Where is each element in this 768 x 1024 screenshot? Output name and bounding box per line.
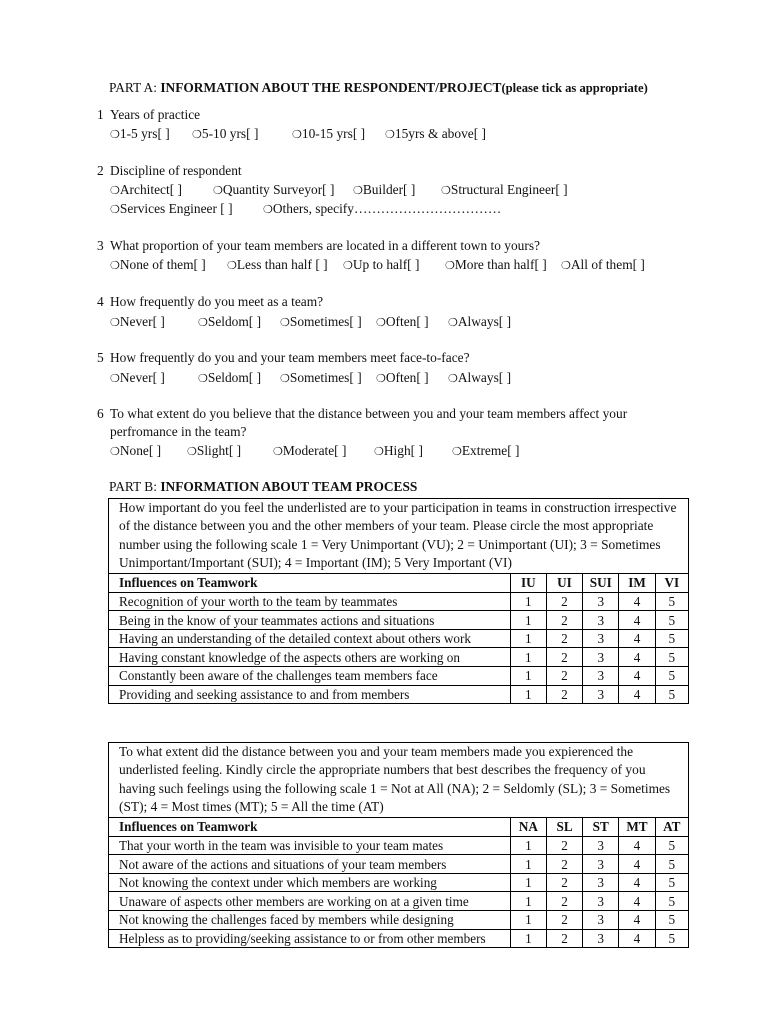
option-bullet-icon: ❍ (192, 129, 202, 141)
option-bullet-icon: ❍ (198, 317, 208, 329)
option-bullet-icon: ❍ (448, 373, 458, 385)
rating-option[interactable]: 2 (547, 836, 583, 855)
part-a-title: INFORMATION ABOUT THE RESPONDENT/PROJECT (160, 80, 502, 95)
option-bullet-icon: ❍ (110, 446, 120, 458)
option-label: Services Engineer [ ] (119, 201, 233, 216)
question-5-option[interactable] (448, 369, 511, 388)
option-bullet-icon: ❍ (187, 446, 197, 458)
rating-option[interactable]: 1 (510, 929, 546, 947)
row-label: Providing and seeking assistance to and from members (109, 685, 510, 703)
option-bullet-icon: ❍ (110, 373, 120, 385)
rating-option[interactable]: 2 (547, 855, 583, 874)
option-label: Up to half[ ] (352, 257, 420, 272)
rating-option[interactable]: 3 (583, 592, 619, 611)
rating-option[interactable]: 2 (547, 929, 583, 947)
question-2-option[interactable] (353, 181, 415, 200)
option-label: Never[ ] (119, 370, 165, 385)
rating-option[interactable]: 3 (583, 685, 619, 703)
row-label: Constantly been aware of the challenges team members face (109, 667, 510, 686)
question-5-option[interactable] (198, 369, 261, 388)
rating-option[interactable]: 5 (655, 929, 688, 947)
column-header-mt: MT (619, 817, 655, 836)
option-label: High[ ] (383, 443, 423, 458)
option-label: Slight[ ] (196, 443, 242, 458)
question-6-option[interactable] (273, 442, 346, 461)
row-label: Not knowing the challenges faced by members while designing (109, 911, 510, 930)
column-header-influences: Influences on Teamwork (109, 573, 510, 592)
option-bullet-icon: ❍ (280, 373, 290, 385)
option-bullet-icon: ❍ (376, 373, 386, 385)
question-1-option[interactable] (192, 125, 258, 144)
rating-option[interactable]: 2 (546, 592, 582, 611)
row-label: Not knowing the context under which members are working (109, 873, 510, 892)
rating-option[interactable]: 4 (619, 873, 655, 892)
row-label: That your worth in the team was invisible to your team mates (109, 836, 510, 855)
question-5-option[interactable] (280, 369, 362, 388)
question-6-text-continued: perfromance in the team? (110, 424, 247, 439)
rating-option[interactable]: 4 (619, 855, 655, 874)
option-label: None of them[ ] (119, 257, 206, 272)
option-bullet-icon: ❍ (110, 185, 120, 197)
rating-option[interactable]: 5 (655, 629, 688, 648)
question-6-option[interactable] (110, 442, 161, 461)
option-label: Never[ ] (119, 314, 165, 329)
column-header-iu: IU (510, 573, 546, 592)
table-row (109, 629, 688, 648)
part-b-prefix: PART B: (109, 479, 161, 494)
rating-option[interactable]: 5 (655, 873, 688, 892)
question-1-number: 1 (97, 107, 104, 122)
rating-option[interactable]: 1 (510, 855, 546, 874)
option-label: Sometimes[ ] (289, 314, 362, 329)
question-4-option[interactable] (110, 313, 165, 332)
option-bullet-icon: ❍ (441, 185, 451, 197)
option-label: Less than half [ ] (236, 257, 328, 272)
question-4-option[interactable] (198, 313, 261, 332)
column-header-ui: UI (546, 573, 582, 592)
question-3-option[interactable] (343, 256, 419, 275)
option-label: 1-5 yrs[ ] (119, 126, 170, 141)
question-3-text: What proportion of your team members are located in a different town to yours? (110, 238, 540, 253)
rating-option[interactable]: 4 (619, 629, 655, 648)
option-bullet-icon: ❍ (213, 185, 223, 197)
table-row (109, 611, 688, 630)
rating-option[interactable]: 4 (619, 611, 655, 630)
part-b-title: INFORMATION ABOUT TEAM PROCESS (160, 479, 418, 494)
rating-option[interactable]: 1 (510, 611, 546, 630)
question-1-option[interactable] (385, 125, 486, 144)
table-row (109, 873, 688, 892)
rating-option[interactable]: 2 (546, 667, 582, 686)
option-bullet-icon: ❍ (343, 260, 353, 272)
rating-option[interactable]: 4 (619, 892, 655, 911)
question-5-number: 5 (97, 350, 104, 365)
importance-table (108, 498, 689, 704)
option-label: More than half[ ] (454, 257, 547, 272)
rating-option[interactable]: 4 (619, 592, 655, 611)
frequency-table (108, 742, 689, 948)
column-header-na: NA (510, 817, 546, 836)
question-6-number: 6 (97, 406, 104, 421)
question-3-option[interactable] (227, 256, 328, 275)
table-row (109, 911, 688, 930)
question-1-text: Years of practice (110, 107, 201, 122)
option-label: Architect[ ] (119, 182, 182, 197)
column-header-at: AT (655, 817, 688, 836)
importance-table-intro: How important do you feel the underlisted are to your participation in teams in construction irrespective of the distance between you and the other members of your team. Please circle the most appropriate number using the following scale 1 = Very Unimportant (VU); 2 = Unimportant (UI); 3 = Sometimes Unimportant/Important (SUI); 4 = Important (IM); 5 Very Important (VI) (119, 500, 677, 571)
question-4-number: 4 (97, 294, 104, 309)
rating-option[interactable]: 5 (655, 667, 688, 686)
rating-option[interactable]: 4 (619, 648, 655, 667)
option-label: Structural Engineer[ ] (450, 182, 568, 197)
option-bullet-icon: ❍ (110, 260, 120, 272)
rating-option[interactable]: 5 (655, 855, 688, 874)
row-label: Having constant knowledge of the aspects others are working on (109, 648, 510, 667)
question-3-option[interactable] (110, 256, 206, 275)
table-row (109, 648, 688, 667)
question-6-option[interactable] (452, 442, 520, 461)
rating-option[interactable]: 1 (510, 648, 546, 667)
question-5-option[interactable] (376, 369, 429, 388)
rating-option[interactable]: 3 (583, 629, 619, 648)
rating-option[interactable]: 3 (583, 855, 619, 874)
frequency-table-intro: To what extent did the distance between you and your team members made you expierenced the underlisted feeling. Kindly circle the appropriate numbers that best describes the frequency of you having such feelings using the following scale 1 = Not at All (NA); 2 = Seldomly (SL); 3 = Sometimes (ST); 4 = Most times (MT); 5 = All the time (AT) (119, 744, 671, 815)
rating-option[interactable]: 2 (546, 648, 582, 667)
question-2-number: 2 (97, 163, 104, 178)
question-5-option[interactable] (110, 369, 165, 388)
rating-option[interactable]: 3 (583, 611, 619, 630)
option-bullet-icon: ❍ (385, 129, 395, 141)
rating-option[interactable]: 2 (546, 685, 582, 703)
option-label: 15yrs & above[ ] (394, 126, 486, 141)
table-row (109, 929, 688, 947)
row-label: Not aware of the actions and situations of your team members (109, 855, 510, 874)
question-4-option[interactable] (280, 313, 362, 332)
rating-option[interactable]: 1 (510, 892, 546, 911)
question-2-option[interactable] (263, 200, 501, 219)
column-header-st: ST (583, 817, 619, 836)
option-bullet-icon: ❍ (110, 204, 120, 216)
column-header-sl: SL (547, 817, 583, 836)
option-label: Sometimes[ ] (289, 370, 362, 385)
frequency-grid (109, 817, 688, 948)
row-label: Being in the know of your teammates actions and situations (109, 611, 510, 630)
rating-option[interactable]: 3 (583, 873, 619, 892)
option-label: None[ ] (119, 443, 162, 458)
table-row (109, 592, 688, 611)
option-label: All of them[ ] (570, 257, 645, 272)
option-bullet-icon: ❍ (374, 446, 384, 458)
rating-option[interactable]: 2 (547, 892, 583, 911)
question-6-text: To what extent do you believe that the distance between you and your team members affect your (110, 406, 628, 421)
part-a-note: (please tick as appropriate) (501, 81, 648, 95)
rating-option[interactable]: 1 (510, 911, 546, 930)
option-label: 5-10 yrs[ ] (201, 126, 259, 141)
question-2-option[interactable] (441, 181, 568, 200)
option-bullet-icon: ❍ (445, 260, 455, 272)
option-bullet-icon: ❍ (110, 129, 120, 141)
rating-option[interactable]: 4 (619, 836, 655, 855)
question-1-option[interactable] (110, 125, 170, 144)
rating-option[interactable]: 3 (583, 911, 619, 930)
rating-option[interactable]: 2 (546, 611, 582, 630)
question-2-option[interactable] (110, 181, 182, 200)
frequency-header-row (109, 817, 688, 836)
option-label: Quantity Surveyor[ ] (222, 182, 335, 197)
option-bullet-icon: ❍ (263, 204, 273, 216)
part-b-heading (109, 478, 417, 496)
table-row (109, 685, 688, 703)
option-label: Builder[ ] (362, 182, 416, 197)
option-bullet-icon: ❍ (353, 185, 363, 197)
importance-grid (109, 573, 688, 704)
rating-option[interactable]: 4 (619, 667, 655, 686)
question-3-option[interactable] (561, 256, 645, 275)
rating-option[interactable]: 4 (619, 911, 655, 930)
part-a-prefix: PART A: (109, 80, 161, 95)
importance-header-row (109, 573, 688, 592)
table-row (109, 667, 688, 686)
option-label: Seldom[ ] (207, 314, 262, 329)
column-header-vi: VI (655, 573, 688, 592)
rating-option[interactable]: 3 (583, 667, 619, 686)
rating-option[interactable]: 2 (546, 629, 582, 648)
question-3-number: 3 (97, 238, 104, 253)
rating-option[interactable]: 3 (583, 648, 619, 667)
column-header-sui: SUI (583, 573, 619, 592)
row-label: Having an understanding of the detailed context about others work (109, 629, 510, 648)
rating-option[interactable]: 1 (510, 629, 546, 648)
option-bullet-icon: ❍ (376, 317, 386, 329)
row-label: Recognition of your worth to the team by teammates (109, 592, 510, 611)
column-header-im: IM (619, 573, 655, 592)
rating-option[interactable]: 1 (510, 873, 546, 892)
question-4-text: How frequently do you meet as a team? (110, 294, 324, 309)
table-row (109, 836, 688, 855)
question-6-option[interactable] (374, 442, 423, 461)
rating-option[interactable]: 2 (547, 911, 583, 930)
rating-option[interactable]: 3 (583, 929, 619, 947)
question-2-option[interactable] (213, 181, 334, 200)
option-label: 10-15 yrs[ ] (301, 126, 366, 141)
rating-option[interactable]: 5 (655, 592, 688, 611)
option-bullet-icon: ❍ (227, 260, 237, 272)
table-row (109, 855, 688, 874)
question-2-text: Discipline of respondent (110, 163, 242, 178)
rating-option[interactable]: 4 (619, 685, 655, 703)
rating-option[interactable]: 5 (655, 836, 688, 855)
rating-option[interactable]: 5 (655, 685, 688, 703)
question-4-option[interactable] (448, 313, 511, 332)
option-bullet-icon: ❍ (273, 446, 283, 458)
rating-option[interactable]: 5 (655, 892, 688, 911)
table-row (109, 892, 688, 911)
option-label: Moderate[ ] (282, 443, 347, 458)
rating-option[interactable]: 1 (510, 667, 546, 686)
option-bullet-icon: ❍ (448, 317, 458, 329)
rating-option[interactable]: 5 (655, 648, 688, 667)
rating-option[interactable]: 1 (510, 592, 546, 611)
option-bullet-icon: ❍ (110, 317, 120, 329)
rating-option[interactable]: 5 (655, 911, 688, 930)
row-label: Unaware of aspects other members are working on at a given time (109, 892, 510, 911)
column-header-influences: Influences on Teamwork (109, 817, 510, 836)
option-bullet-icon: ❍ (198, 373, 208, 385)
option-bullet-icon: ❍ (292, 129, 302, 141)
part-a-heading (109, 79, 648, 97)
rating-option[interactable]: 3 (583, 836, 619, 855)
question-2-option[interactable] (110, 200, 233, 219)
question-4-option[interactable] (376, 313, 429, 332)
option-label: Always[ ] (457, 314, 512, 329)
row-label: Helpless as to providing/seeking assistance to or from other members (109, 929, 510, 947)
question-1-option[interactable] (292, 125, 365, 144)
question-5-text: How frequently do you and your team members meet face-to-face? (110, 350, 470, 365)
option-label: Extreme[ ] (461, 443, 520, 458)
option-bullet-icon: ❍ (561, 260, 571, 272)
rating-option[interactable]: 4 (619, 929, 655, 947)
rating-option[interactable]: 1 (510, 836, 546, 855)
option-label: Often[ ] (385, 314, 429, 329)
rating-option[interactable]: 1 (510, 685, 546, 703)
rating-option[interactable]: 2 (547, 873, 583, 892)
option-label: Always[ ] (457, 370, 512, 385)
option-label: Seldom[ ] (207, 370, 262, 385)
question-3-option[interactable] (445, 256, 547, 275)
option-label: Often[ ] (385, 370, 429, 385)
question-6-option[interactable] (187, 442, 241, 461)
option-label: Others, specify…………………………… (272, 201, 502, 216)
rating-option[interactable]: 5 (655, 611, 688, 630)
option-bullet-icon: ❍ (452, 446, 462, 458)
option-bullet-icon: ❍ (280, 317, 290, 329)
rating-option[interactable]: 3 (583, 892, 619, 911)
